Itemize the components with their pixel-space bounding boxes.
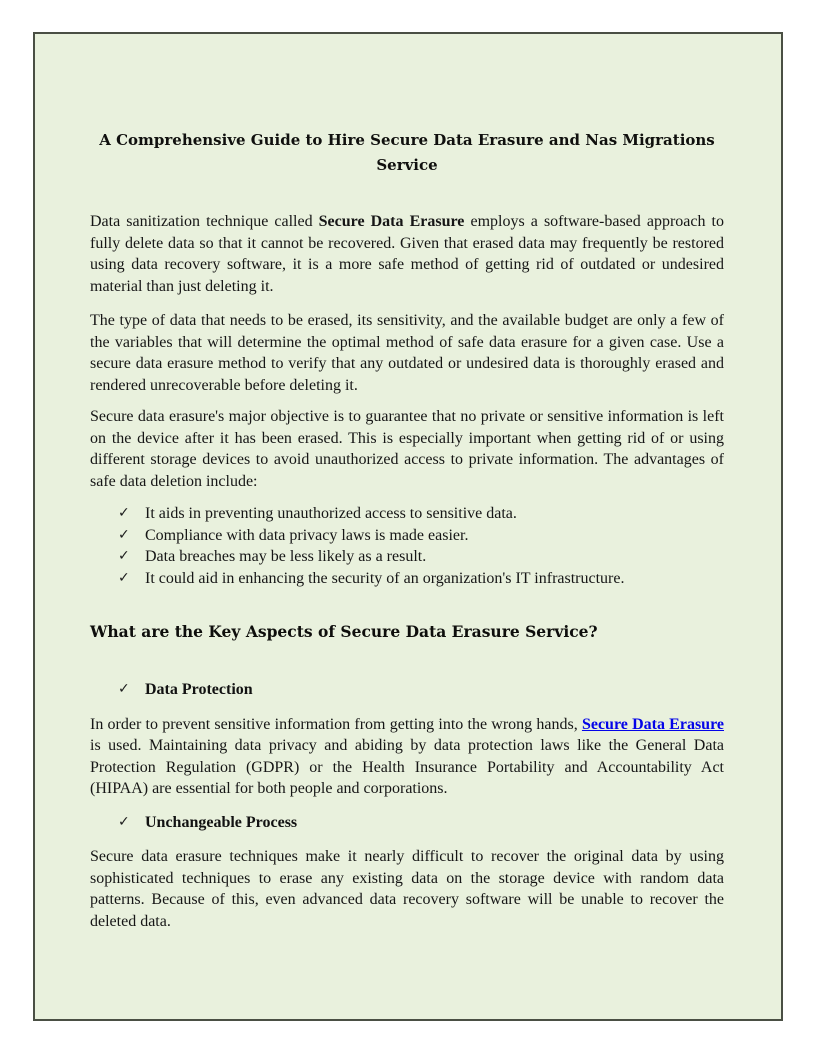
- paragraph: [90, 211, 724, 297]
- aspect-label: Data Protection: [145, 681, 253, 698]
- paragraph: [90, 714, 724, 800]
- document-title-line1: A Comprehensive Guide to Hire Secure Data Erasure and Nas Migrations: [99, 131, 715, 149]
- text-segment: In order to prevent sensitive information from getting into the wrong hands,: [90, 715, 582, 733]
- benefit-text: Data breaches may be less likely as a result.: [145, 548, 427, 565]
- text-segment: Data sanitization technique called: [90, 213, 319, 230]
- benefit-item: [90, 568, 724, 590]
- paragraph: [90, 406, 724, 492]
- check-icon: ✓: [118, 681, 130, 697]
- check-icon: ✓: [118, 548, 130, 564]
- intro-paragraphs: [90, 211, 724, 492]
- aspect-block: [90, 812, 724, 933]
- benefit-text: It could aid in enhancing the security of an organization's IT infrastructure.: [145, 569, 625, 587]
- document-page: [33, 32, 783, 1021]
- benefit-text: Compliance with data privacy laws is made easier.: [145, 526, 469, 544]
- benefit-item: [90, 546, 724, 568]
- paragraph: [90, 846, 724, 932]
- text-segment: Secure data erasure techniques make it nearly difficult to recover the original data by using sophisticated techniques to erase any existing data on the storage device with random data patterns. Because of this, even advanced data recovery software will be unable to recover the deleted data.: [90, 848, 724, 930]
- aspects-section: [90, 679, 724, 932]
- benefits-list: [90, 503, 724, 589]
- paragraph: [90, 310, 724, 396]
- section-heading: What are the Key Aspects of Secure Data Erasure Service?: [90, 622, 598, 641]
- check-icon: ✓: [118, 813, 130, 830]
- document-title-line2: Service: [376, 156, 438, 174]
- aspect-heading: [90, 812, 724, 834]
- text-segment: Secure Data Erasure: [318, 213, 465, 230]
- document-content: [90, 34, 724, 1019]
- text-segment: The type of data that needs to be erased, its sensitivity, and the available budget are only a few of the variables that will determine the optimal method of safe data erasure for a given case. Use a secure data erasure method to verify that any outdated or undesired data is thoroughly erased and rendered unrecoverable before deleting it.: [90, 312, 724, 394]
- check-icon: ✓: [118, 505, 130, 521]
- document-title: [90, 128, 724, 178]
- text-segment: is used. Maintaining data privacy and abiding by data protection laws like the General Data Protection Regulation (GDPR) or the Health Insurance Portability and Accountability Act (HIPAA) are essential for both people and corporations.: [90, 737, 724, 797]
- check-icon: ✓: [118, 569, 130, 586]
- benefit-item: [90, 503, 724, 525]
- aspect-label: Unchangeable Process: [145, 813, 298, 831]
- aspect-block: [90, 679, 724, 800]
- benefit-item: [90, 525, 724, 547]
- secure-data-erasure-link[interactable]: Secure Data Erasure: [581, 715, 724, 733]
- text-segment: Secure data erasure's major objective is to guarantee that no private or sensitive information is left on the device after it has been erased. This is especially important when getting rid of or using different storage devices to avoid unauthorized access to private information. The advantages of safe data deletion include:: [90, 408, 724, 490]
- aspect-heading: [90, 679, 724, 701]
- text-segment: employs a software-based approach to fully delete data so that it cannot be recovered. Given that erased data may frequently be restored using data recovery software, it is a more safe method of getting rid of outdated or undesired material than just deleting it.: [90, 213, 725, 295]
- check-icon: ✓: [118, 526, 130, 543]
- benefit-text: It aids in preventing unauthorized access to sensitive data.: [145, 505, 517, 522]
